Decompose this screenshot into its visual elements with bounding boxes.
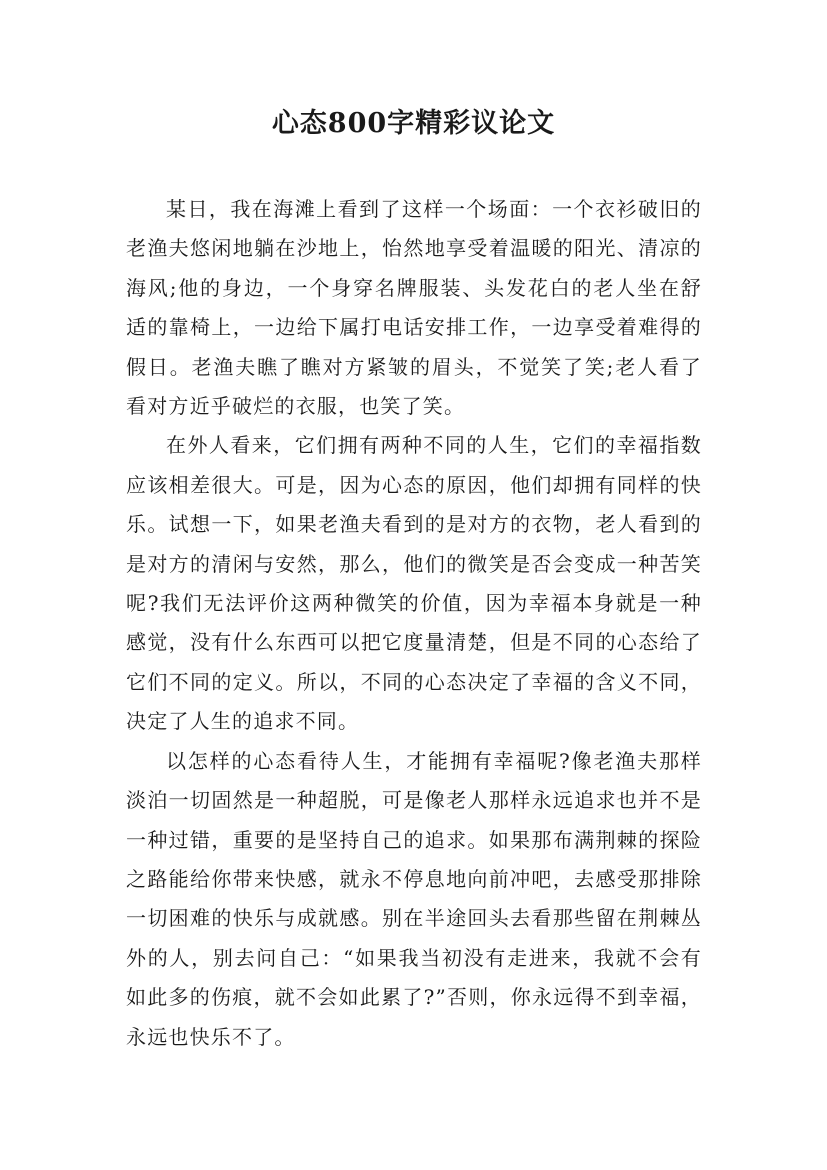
document-title: 心态800字精彩议论文 [271, 108, 556, 139]
paragraph-3: 以怎样的心态看待人生，才能拥有幸福呢?像老渔夫那样淡泊一切固然是一种超脱，可是像老人那样永远追求也并不是一种过错，重要的是坚持自己的追求。如果那布满荆棘的探险之路能给你带来快感，就永不停息地向前冲吧，去感受那排除一切困难的快乐与成就感。别在半途回头去看那些留在荆棘丛外的人，别去问自己：“如果我当初没有走进来，我就不会有如此多的伤痕，就不会如此累了?”否则，你永远得不到幸福，永远也快乐不了。 [126, 748, 702, 1049]
paragraph-2: 在外人看来，它们拥有两种不同的人生，它们的幸福指数应该相差很大。可是，因为心态的原因，他们却拥有同样的快乐。试想一下，如果老渔夫看到的是对方的衣物，老人看到的是对方的清闲与安然，那么，他们的微笑是否会变成一种苦笑呢?我们无法评价这两种微笑的价值，因为幸福本身就是一种感觉，没有什么东西可以把它度量清楚，但是不同的心态给了它们不同的定义。所以，不同的心态决定了幸福的含义不同，决定了人生的追求不同。 [126, 433, 702, 734]
paragraph-1: 某日，我在海滩上看到了这样一个场面：一个衣衫破旧的老渔夫悠闲地躺在沙地上，怡然地享受着温暖的阳光、清凉的海风;他的身边，一个身穿名牌服装、头发花白的老人坐在舒适的靠椅上，一边给下属打电话安排工作，一边享受着难得的假日。老渔夫瞧了瞧对方紧皱的眉头，不觉笑了笑;老人看了看对方近乎破烂的衣服，也笑了笑。 [126, 197, 702, 419]
document-body [126, 190, 702, 1057]
